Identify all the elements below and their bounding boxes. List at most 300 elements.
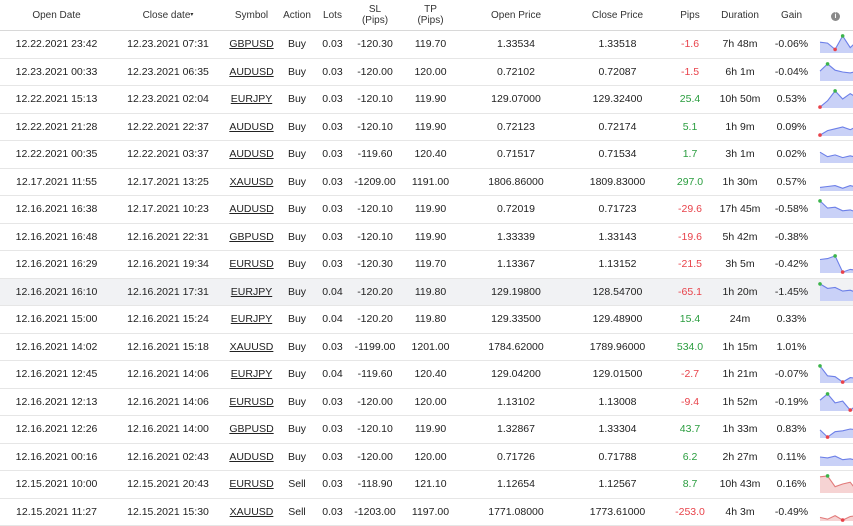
symbol-link[interactable]: EURUSD bbox=[229, 478, 274, 491]
close-price-cell: 0.71534 bbox=[598, 148, 637, 161]
sl-cell bbox=[351, 361, 399, 389]
sparkline-cell bbox=[818, 113, 853, 141]
pips-cell: 297.0 bbox=[676, 175, 704, 188]
pips-cell: 5.1 bbox=[682, 120, 698, 133]
tp-cell bbox=[399, 388, 462, 416]
symbol-link[interactable]: XAUUSD bbox=[229, 175, 274, 188]
open-date-cell: 12.22.2021 15:13 bbox=[15, 93, 98, 106]
header-lots[interactable] bbox=[314, 0, 351, 31]
pips-cell bbox=[665, 58, 715, 86]
open-price-cell bbox=[462, 498, 570, 526]
gain-cell: 0.11% bbox=[777, 450, 806, 463]
symbol-link[interactable]: XAUUSD bbox=[229, 505, 274, 518]
gain-cell bbox=[765, 333, 818, 361]
tp-cell bbox=[399, 333, 462, 361]
sparkline-max-marker bbox=[818, 199, 822, 203]
duration-cell: 6h 1m bbox=[725, 65, 755, 78]
symbol-cell bbox=[223, 416, 280, 444]
close-price-cell bbox=[570, 86, 665, 114]
gain-cell: 0.33% bbox=[776, 313, 807, 326]
open-date-cell: 12.16.2021 15:00 bbox=[15, 313, 98, 326]
sparkline-max-marker bbox=[818, 282, 822, 286]
close-date-cell bbox=[113, 416, 223, 444]
header-sl-unit: (Pips) bbox=[361, 15, 389, 26]
lots-cell: 0.03 bbox=[322, 38, 343, 51]
action-cell bbox=[280, 471, 314, 499]
table-header-row bbox=[0, 0, 853, 31]
sl-cell bbox=[351, 141, 399, 169]
header-tp[interactable] bbox=[399, 0, 462, 31]
tp-cell bbox=[399, 416, 462, 444]
pips-cell bbox=[665, 306, 715, 334]
sl-cell bbox=[351, 86, 399, 114]
action-cell: Buy bbox=[287, 313, 307, 326]
sparkline-max-marker bbox=[833, 254, 837, 258]
lots-cell: 0.03 bbox=[322, 203, 343, 216]
tp-cell: 121.10 bbox=[414, 478, 447, 491]
trade-sparkline bbox=[818, 33, 853, 55]
symbol-link[interactable]: EURJPY bbox=[230, 285, 273, 298]
lots-cell bbox=[314, 416, 351, 444]
gain-cell: -0.19% bbox=[774, 395, 809, 408]
duration-cell bbox=[715, 113, 765, 141]
sparkline-area bbox=[820, 174, 853, 191]
sl-cell: -120.00 bbox=[357, 65, 393, 78]
lots-cell: 0.03 bbox=[322, 450, 343, 463]
lots-cell: 0.03 bbox=[322, 120, 343, 133]
action-cell bbox=[280, 196, 314, 224]
action-cell: Buy bbox=[287, 368, 307, 381]
header-pips[interactable] bbox=[665, 0, 715, 31]
close-price-cell: 128.54700 bbox=[592, 285, 643, 298]
open-price-cell: 1771.08000 bbox=[488, 505, 544, 518]
duration-cell: 1h 33m bbox=[722, 423, 758, 436]
symbol-link[interactable]: EURUSD bbox=[229, 258, 274, 271]
duration-cell: 1h 21m bbox=[722, 368, 758, 381]
tp-cell bbox=[399, 306, 462, 334]
tp-cell bbox=[399, 361, 462, 389]
close-price-cell bbox=[570, 141, 665, 169]
tp-cell: 119.90 bbox=[414, 230, 447, 243]
action-cell: Buy bbox=[287, 285, 307, 298]
open-price-cell bbox=[462, 168, 570, 196]
open-price-cell bbox=[462, 471, 570, 499]
header-duration[interactable] bbox=[715, 0, 765, 31]
close-price-cell: 129.32400 bbox=[592, 93, 643, 106]
trade-sparkline bbox=[818, 363, 853, 385]
trade-sparkline bbox=[818, 198, 853, 220]
open-date-cell: 12.22.2021 21:28 bbox=[15, 120, 98, 133]
sl-cell: -1199.00 bbox=[354, 340, 396, 353]
open-date-cell bbox=[0, 333, 113, 361]
duration-cell bbox=[715, 86, 765, 114]
open-date-cell bbox=[0, 471, 113, 499]
close-date-cell bbox=[113, 498, 223, 526]
close-date-cell bbox=[113, 388, 223, 416]
close-date-cell: 12.17.2021 10:23 bbox=[127, 203, 209, 216]
header-symbol[interactable] bbox=[223, 0, 280, 31]
close-price-cell: 0.72087 bbox=[598, 65, 637, 78]
gain-cell: 0.57% bbox=[776, 175, 807, 188]
sl-cell: -120.10 bbox=[357, 120, 393, 133]
action-cell bbox=[280, 251, 314, 279]
lots-cell: 0.03 bbox=[322, 395, 343, 408]
lots-cell: 0.03 bbox=[322, 230, 343, 243]
table-row[interactable] bbox=[0, 251, 853, 279]
table-row[interactable] bbox=[0, 86, 853, 114]
symbol-link[interactable]: AUDUSD bbox=[229, 120, 274, 133]
tp-cell bbox=[399, 196, 462, 224]
table-row[interactable] bbox=[0, 113, 853, 141]
duration-cell bbox=[715, 416, 765, 444]
open-date-cell bbox=[0, 113, 113, 141]
duration-cell: 1h 20m bbox=[722, 285, 758, 298]
open-date-cell: 12.16.2021 12:45 bbox=[15, 368, 98, 381]
pips-cell: -1.6 bbox=[680, 38, 700, 51]
trade-sparkline bbox=[818, 281, 853, 303]
close-date-cell bbox=[113, 196, 223, 224]
open-date-cell: 12.15.2021 11:27 bbox=[16, 505, 97, 518]
close-price-cell bbox=[570, 361, 665, 389]
pips-cell bbox=[665, 113, 715, 141]
sparkline-min-marker bbox=[841, 271, 845, 275]
header-tp-unit: (Pips) bbox=[417, 15, 444, 26]
open-date-cell: 12.16.2021 12:13 bbox=[15, 395, 98, 408]
table-row[interactable] bbox=[0, 443, 853, 471]
symbol-cell bbox=[223, 86, 280, 114]
tp-cell bbox=[399, 278, 462, 306]
symbol-link[interactable]: AUDUSD bbox=[229, 203, 274, 216]
header-close-price-label: Close Price bbox=[591, 9, 644, 21]
open-price-cell bbox=[462, 86, 570, 114]
action-cell: Buy bbox=[287, 93, 307, 106]
action-cell bbox=[280, 306, 314, 334]
gain-cell: -0.58% bbox=[774, 203, 809, 216]
symbol-cell bbox=[223, 471, 280, 499]
symbol-link[interactable]: EURJPY bbox=[230, 93, 273, 106]
symbol-cell bbox=[223, 31, 280, 59]
table-row[interactable] bbox=[0, 498, 853, 526]
sparkline-cell bbox=[818, 416, 853, 444]
duration-cell bbox=[715, 361, 765, 389]
gain-cell: 1.01% bbox=[776, 340, 807, 353]
close-price-cell bbox=[570, 223, 665, 251]
open-price-cell: 0.72102 bbox=[497, 65, 535, 78]
close-date-cell bbox=[113, 443, 223, 471]
action-cell bbox=[280, 31, 314, 59]
open-price-cell bbox=[462, 141, 570, 169]
duration-cell: 1h 52m bbox=[722, 395, 758, 408]
table-row[interactable] bbox=[0, 361, 853, 389]
close-date-cell bbox=[113, 168, 223, 196]
close-price-cell bbox=[570, 31, 665, 59]
lots-cell: 0.04 bbox=[322, 368, 343, 381]
sl-cell bbox=[351, 31, 399, 59]
sparkline-cell bbox=[818, 223, 853, 251]
lots-cell: 0.03 bbox=[322, 258, 343, 271]
open-date-cell: 12.22.2021 00:35 bbox=[15, 148, 98, 161]
gain-cell: -0.07% bbox=[774, 368, 809, 381]
sparkline-max-marker bbox=[826, 392, 830, 396]
duration-cell bbox=[715, 58, 765, 86]
sl-cell: -120.30 bbox=[357, 38, 393, 51]
trade-sparkline bbox=[818, 88, 853, 110]
tp-cell: 120.00 bbox=[414, 395, 447, 408]
sparkline-min-marker bbox=[818, 133, 822, 137]
symbol-cell bbox=[223, 113, 280, 141]
table-row[interactable] bbox=[0, 58, 853, 86]
action-cell bbox=[280, 86, 314, 114]
open-price-cell: 0.71726 bbox=[497, 450, 535, 463]
tp-cell bbox=[399, 168, 462, 196]
symbol-cell bbox=[223, 361, 280, 389]
sparkline-cell bbox=[818, 168, 853, 196]
open-date-cell: 12.17.2021 11:55 bbox=[16, 175, 97, 188]
lots-cell bbox=[314, 223, 351, 251]
duration-cell bbox=[715, 141, 765, 169]
symbol-link[interactable]: EURJPY bbox=[230, 368, 273, 381]
action-cell: Buy bbox=[287, 38, 307, 51]
trade-sparkline bbox=[818, 171, 853, 193]
lots-cell: 0.03 bbox=[322, 505, 343, 518]
gain-cell bbox=[765, 416, 818, 444]
open-price-cell: 1.33534 bbox=[497, 38, 535, 51]
pips-cell: 1.7 bbox=[682, 148, 698, 161]
duration-cell bbox=[715, 251, 765, 279]
close-date-cell bbox=[113, 86, 223, 114]
close-date-cell bbox=[113, 306, 223, 334]
duration-cell: 2h 27m bbox=[722, 450, 758, 463]
gain-cell bbox=[765, 31, 818, 59]
symbol-link[interactable]: GBPUSD bbox=[229, 230, 274, 243]
sparkline-min-marker bbox=[833, 48, 837, 52]
sl-cell: -119.60 bbox=[357, 148, 393, 161]
close-price-cell: 129.48900 bbox=[592, 313, 643, 326]
action-cell: Buy bbox=[287, 395, 307, 408]
close-price-cell bbox=[570, 443, 665, 471]
header-duration-label: Duration bbox=[721, 9, 759, 21]
header-gain-label: Gain bbox=[780, 9, 803, 21]
sparkline-cell bbox=[818, 251, 853, 279]
symbol-link[interactable]: AUDUSD bbox=[229, 450, 274, 463]
close-price-cell: 1773.61000 bbox=[589, 505, 646, 518]
table-row[interactable] bbox=[0, 141, 853, 169]
tp-cell: 120.40 bbox=[414, 148, 447, 161]
table-row[interactable] bbox=[0, 168, 853, 196]
gain-cell: -0.38% bbox=[774, 230, 809, 243]
table-row[interactable] bbox=[0, 223, 853, 251]
sl-cell: -118.90 bbox=[357, 478, 393, 491]
trade-sparkline bbox=[818, 391, 853, 413]
pips-cell: -2.7 bbox=[680, 368, 700, 381]
sl-cell: -120.00 bbox=[357, 395, 393, 408]
table-row[interactable] bbox=[0, 31, 853, 59]
open-price-cell bbox=[462, 443, 570, 471]
open-price-cell bbox=[462, 251, 570, 279]
duration-cell bbox=[715, 333, 765, 361]
header-pips-label: Pips bbox=[680, 9, 700, 21]
close-date-cell bbox=[113, 278, 223, 306]
close-price-cell bbox=[570, 196, 665, 224]
close-price-cell bbox=[570, 168, 665, 196]
tp-cell: 119.80 bbox=[414, 313, 447, 326]
lots-cell bbox=[314, 113, 351, 141]
header-sl[interactable] bbox=[351, 0, 399, 31]
duration-cell: 1h 30m bbox=[722, 175, 758, 188]
table-row[interactable] bbox=[0, 278, 853, 306]
close-date-cell bbox=[113, 471, 223, 499]
sl-cell bbox=[351, 443, 399, 471]
tp-cell bbox=[399, 86, 462, 114]
sparkline-min-marker bbox=[841, 381, 845, 385]
gain-cell bbox=[765, 113, 818, 141]
close-price-cell: 1.33518 bbox=[598, 38, 637, 51]
pips-cell: -9.4 bbox=[680, 395, 700, 408]
gain-cell: -0.49% bbox=[774, 505, 809, 518]
header-action[interactable] bbox=[280, 0, 314, 31]
lots-cell: 0.03 bbox=[322, 423, 343, 436]
gain-cell: 0.09% bbox=[776, 120, 807, 133]
tp-cell bbox=[399, 223, 462, 251]
table-row[interactable] bbox=[0, 388, 853, 416]
close-date-cell bbox=[113, 251, 223, 279]
symbol-link[interactable]: GBPUSD bbox=[229, 38, 274, 51]
table-row[interactable] bbox=[0, 471, 853, 499]
open-price-cell: 1.13102 bbox=[497, 395, 535, 408]
symbol-link[interactable]: EURUSD bbox=[229, 395, 274, 408]
open-date-cell bbox=[0, 388, 113, 416]
lots-cell: 0.03 bbox=[322, 148, 343, 161]
close-date-cell: 12.23.2021 02:04 bbox=[127, 93, 209, 106]
gain-cell bbox=[765, 443, 818, 471]
symbol-link[interactable]: AUDUSD bbox=[229, 65, 274, 78]
duration-cell bbox=[715, 278, 765, 306]
gain-cell: -0.42% bbox=[774, 258, 809, 271]
close-date-cell: 12.16.2021 14:06 bbox=[127, 368, 209, 381]
lots-cell bbox=[314, 361, 351, 389]
pips-cell: -19.6 bbox=[678, 230, 702, 243]
sl-cell bbox=[351, 58, 399, 86]
gain-cell: 0.53% bbox=[776, 93, 807, 106]
symbol-cell bbox=[223, 278, 280, 306]
close-price-cell: 1.13008 bbox=[598, 395, 637, 408]
tp-cell: 120.00 bbox=[414, 65, 447, 78]
open-date-cell: 12.15.2021 10:00 bbox=[15, 478, 98, 491]
pips-cell bbox=[665, 141, 715, 169]
pips-cell: 534.0 bbox=[676, 340, 704, 353]
lots-cell bbox=[314, 306, 351, 334]
pips-cell: 6.2 bbox=[682, 450, 698, 463]
gain-cell: -1.45% bbox=[774, 285, 809, 298]
action-cell bbox=[280, 58, 314, 86]
close-price-cell bbox=[570, 416, 665, 444]
gain-cell bbox=[765, 388, 818, 416]
sl-cell: -120.10 bbox=[357, 93, 393, 106]
lots-cell: 0.04 bbox=[322, 285, 343, 298]
close-price-cell: 1.33143 bbox=[598, 230, 637, 243]
action-cell: Sell bbox=[288, 505, 306, 518]
action-cell bbox=[280, 223, 314, 251]
table-row[interactable] bbox=[0, 416, 853, 444]
symbol-cell bbox=[223, 388, 280, 416]
gain-cell bbox=[765, 58, 818, 86]
open-date-cell bbox=[0, 86, 113, 114]
close-date-cell bbox=[113, 361, 223, 389]
open-price-cell bbox=[462, 361, 570, 389]
close-date-cell: 12.16.2021 17:31 bbox=[127, 285, 209, 298]
action-cell: Buy bbox=[287, 203, 307, 216]
pips-cell bbox=[665, 223, 715, 251]
duration-cell bbox=[715, 498, 765, 526]
open-price-cell: 1.33339 bbox=[497, 230, 535, 243]
open-date-cell bbox=[0, 361, 113, 389]
tp-cell: 119.80 bbox=[414, 285, 447, 298]
header-gain[interactable] bbox=[765, 0, 818, 31]
pips-cell bbox=[665, 361, 715, 389]
lots-cell bbox=[314, 141, 351, 169]
symbol-link[interactable]: XAUUSD bbox=[229, 340, 274, 353]
sl-cell bbox=[351, 388, 399, 416]
header-close-date[interactable] bbox=[113, 0, 223, 31]
header-open-date[interactable] bbox=[0, 0, 113, 31]
trade-sparkline bbox=[818, 143, 853, 165]
lots-cell: 0.03 bbox=[322, 93, 343, 106]
header-open-date-label: Open Date bbox=[32, 9, 81, 21]
open-price-cell bbox=[462, 306, 570, 334]
symbol-link[interactable]: GBPUSD bbox=[229, 423, 274, 436]
header-close-date-label: Close date bbox=[142, 9, 191, 21]
header-close-price[interactable] bbox=[570, 0, 665, 31]
header-symbol-label: Symbol bbox=[234, 9, 269, 21]
close-date-cell: 12.16.2021 15:24 bbox=[127, 313, 209, 326]
info-icon[interactable]: i bbox=[831, 12, 840, 21]
sparkline-max-marker bbox=[826, 474, 830, 478]
tp-cell bbox=[399, 498, 462, 526]
duration-cell: 10h 50m bbox=[719, 93, 761, 106]
open-date-cell bbox=[0, 498, 113, 526]
symbol-link[interactable]: EURJPY bbox=[230, 313, 273, 326]
close-price-cell: 1.12567 bbox=[598, 478, 637, 491]
duration-cell: 17h 45m bbox=[719, 203, 761, 216]
action-cell: Buy bbox=[287, 230, 307, 243]
sparkline-area bbox=[820, 146, 853, 163]
close-price-cell bbox=[570, 498, 665, 526]
header-open-price[interactable] bbox=[462, 0, 570, 31]
header-info[interactable] bbox=[818, 0, 853, 31]
trade-sparkline bbox=[818, 446, 853, 468]
header-sl-label: SL bbox=[368, 4, 382, 15]
duration-cell bbox=[715, 223, 765, 251]
header-open-price-label: Open Price bbox=[490, 9, 542, 21]
action-cell bbox=[280, 278, 314, 306]
open-price-cell: 129.04200 bbox=[491, 368, 541, 381]
gain-cell: 0.83% bbox=[776, 423, 807, 436]
sl-cell: -120.00 bbox=[357, 450, 393, 463]
table-row[interactable] bbox=[0, 196, 853, 224]
close-price-cell: 0.71723 bbox=[598, 203, 637, 216]
close-date-cell: 12.17.2021 13:25 bbox=[127, 175, 209, 188]
close-date-cell: 12.16.2021 02:43 bbox=[127, 450, 209, 463]
open-price-cell: 1.13367 bbox=[497, 258, 535, 271]
sparkline-max-marker bbox=[818, 364, 822, 368]
table-row[interactable] bbox=[0, 333, 853, 361]
table-row[interactable] bbox=[0, 306, 853, 334]
gain-cell bbox=[765, 278, 818, 306]
pips-cell bbox=[665, 251, 715, 279]
symbol-link[interactable]: AUDUSD bbox=[229, 148, 274, 161]
action-cell bbox=[280, 361, 314, 389]
header-action-label: Action bbox=[283, 9, 311, 21]
